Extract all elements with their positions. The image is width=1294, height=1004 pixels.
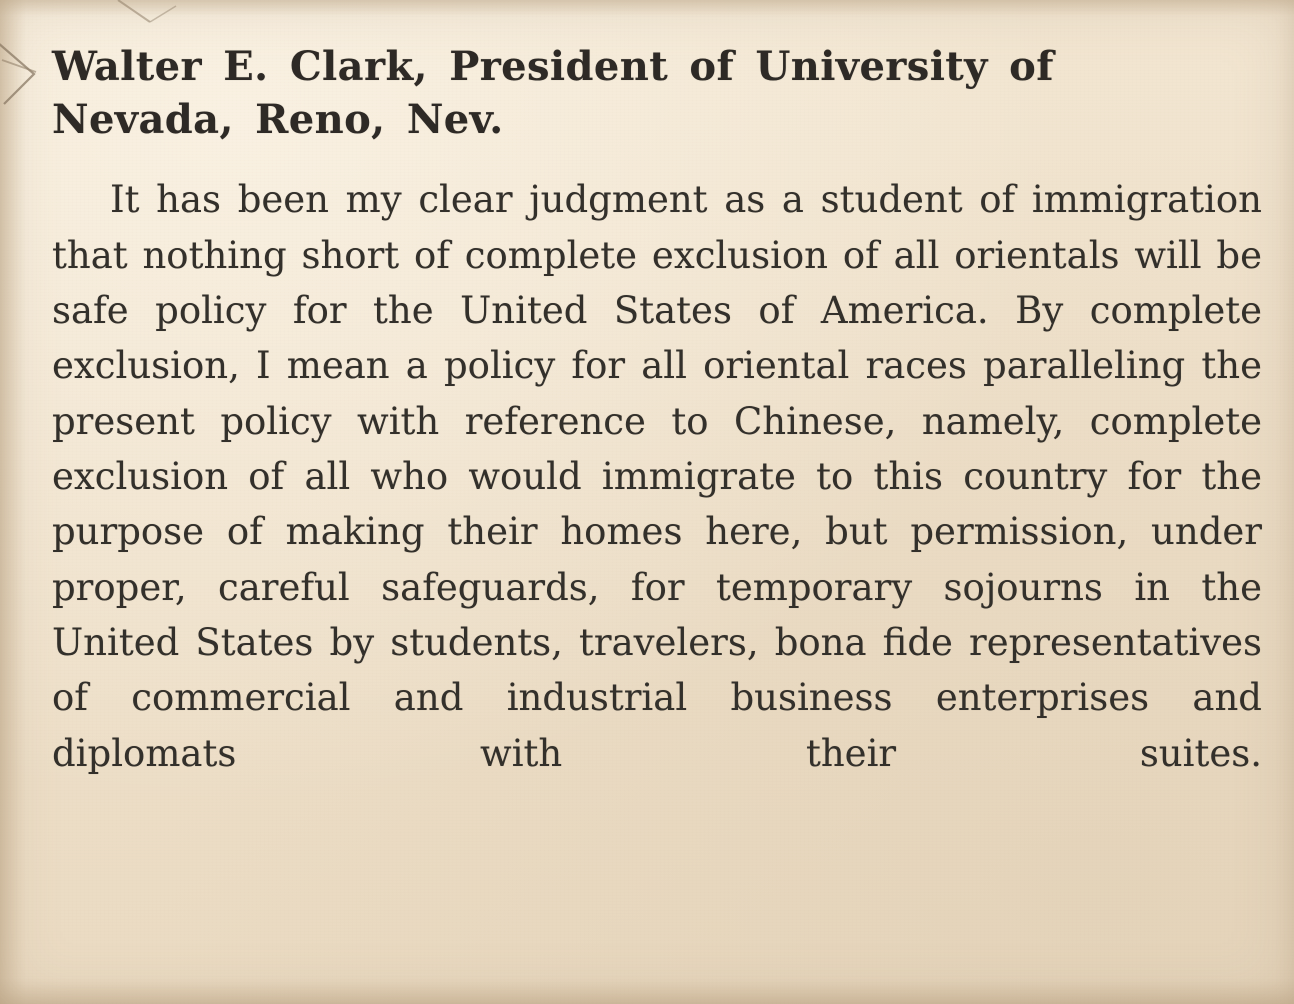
- page-title: Walter E. Clark, President of University of Nevada, Reno, Nev.: [52, 43, 1054, 144]
- paper-edge-left-shading: [0, 0, 26, 1004]
- paper-edge-top-shading: [0, 0, 1294, 16]
- clipping-text-body: [52, 40, 1262, 836]
- body-paragraph: It has been my clear judgment as a student of immigration that nothing short of complete exclusion of all orientals will be safe policy for the United States of America. By complete exclusion, I mean a policy for all oriental races paralleling the present policy with reference to Chinese, namely, complete exclusion of all who would immigrate to this country for the purpose of making their homes here, but permission, under proper, careful safeguards, for temporary sojourns in the United States by students, travelers, bona fide representatives of commercial and industrial business enterprises and diplomats with their suites.: [52, 178, 1262, 775]
- paper-edge-bottom-shading: [0, 978, 1294, 1004]
